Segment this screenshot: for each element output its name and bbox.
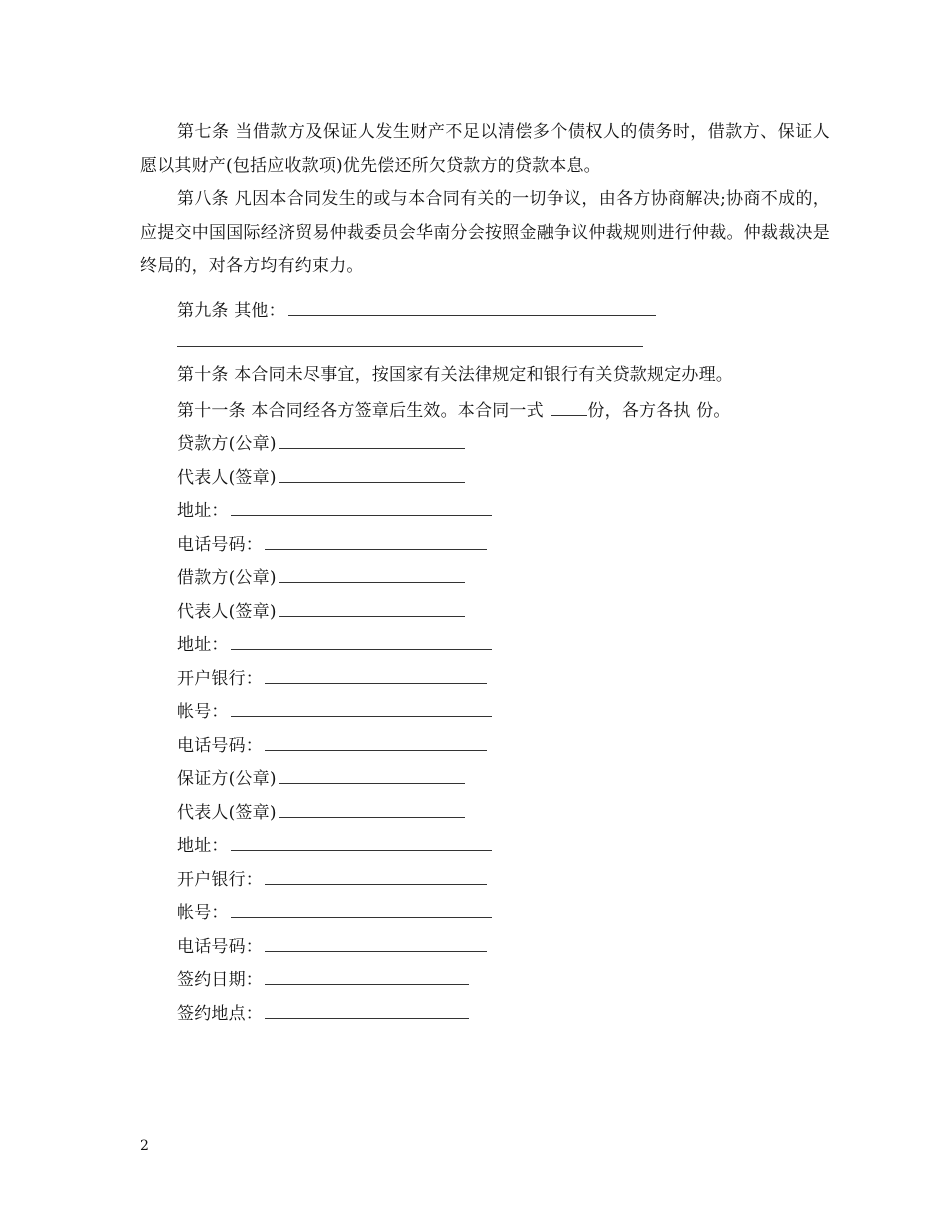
signature-field (177, 1001, 469, 1025)
signature-field (177, 599, 465, 623)
signature-field-blank[interactable] (279, 766, 465, 784)
signature-field-blank[interactable] (279, 599, 465, 617)
signature-field-label: 贷款方(公章) (177, 434, 277, 454)
article-10: 第十条 本合同未尽事宜，按国家有关法律规定和银行有关贷款规定办理。 (177, 365, 734, 385)
signature-field (177, 666, 487, 690)
signature-field (177, 632, 492, 656)
article-7: 第七条 当借款方及保证人发生财产不足以清偿多个债权人的债务时，借款方、保证人愿以其财产(包括应收款项)优先偿还所欠贷款方的贷款本息。 (140, 122, 830, 176)
signature-field (177, 565, 465, 589)
copies-blank (551, 398, 587, 416)
signature-field-blank[interactable] (265, 532, 487, 550)
signature-field (177, 465, 465, 489)
signature-field-blank[interactable] (279, 465, 465, 483)
signature-field (177, 431, 465, 455)
signature-field-label: 借款方(公章) (177, 568, 277, 588)
signature-field-blank[interactable] (265, 867, 487, 885)
signature-field (177, 733, 487, 757)
article-11 (177, 398, 731, 422)
signature-field-blank[interactable] (265, 967, 469, 985)
signature-field-blank[interactable] (231, 833, 492, 851)
signature-field-label: 电话号码： (177, 735, 263, 756)
signature-field-blank[interactable] (231, 699, 492, 717)
signature-field (177, 699, 492, 723)
signature-field-label: 帐号： (177, 903, 229, 923)
signature-field-blank[interactable] (279, 431, 465, 449)
article-8: 第八条 凡因本合同发生的或与本合同有关的一切争议，由各方协商解决;协商不成的，应提交中国国际经济贸易仲裁委员会华南分会按照金融争议仲裁规则进行仲裁。仲裁裁决是终局的，对各方均有约束力。 (140, 189, 830, 276)
signature-field (177, 934, 487, 958)
page-number: 2 (140, 1138, 149, 1154)
signature-field-label: 地址： (177, 635, 229, 655)
signature-field-label: 开户银行： (177, 869, 263, 890)
article-9-second-blank (177, 346, 643, 347)
signature-field-blank[interactable] (231, 632, 492, 650)
signature-field (177, 867, 487, 891)
signature-field (177, 498, 492, 522)
signature-field-blank[interactable] (265, 1001, 469, 1019)
signature-field (177, 900, 492, 924)
signature-field (177, 766, 465, 790)
signature-field-label: 代表人(签章) (177, 467, 277, 488)
signature-field (177, 532, 487, 556)
signature-field-label: 代表人(签章) (177, 802, 277, 823)
signature-field-blank[interactable] (265, 733, 487, 751)
signature-field-label: 开户银行： (177, 668, 263, 689)
signature-field-blank[interactable] (265, 666, 487, 684)
signature-field-blank[interactable] (279, 565, 465, 583)
article-11-text-2: 份，各方各执 份。 (587, 401, 731, 421)
signature-field-label: 代表人(签章) (177, 601, 277, 622)
signature-field (177, 800, 465, 824)
article-11-text-1: 第十一条 本合同经各方签章后生效。本合同一式 (177, 401, 550, 421)
signature-field-label: 电话号码： (177, 534, 263, 555)
signature-field-blank[interactable] (265, 934, 487, 952)
signature-field-blank[interactable] (279, 800, 465, 818)
signature-field (177, 967, 469, 991)
signature-field (177, 833, 492, 857)
signature-field-blank[interactable] (231, 498, 492, 516)
signature-field-label: 帐号： (177, 702, 229, 722)
article-9-blank (288, 298, 656, 316)
article-9-label: 第九条 其他： (177, 301, 286, 321)
signature-field-label: 电话号码： (177, 936, 263, 957)
signature-field-label: 保证方(公章) (177, 769, 277, 789)
signature-field-label: 地址： (177, 501, 229, 521)
signature-field-label: 签约地点： (177, 1003, 263, 1024)
signature-field-label: 签约日期： (177, 970, 263, 990)
article-9 (177, 298, 656, 322)
signature-field-label: 地址： (177, 836, 229, 856)
signature-field-blank[interactable] (231, 900, 492, 918)
